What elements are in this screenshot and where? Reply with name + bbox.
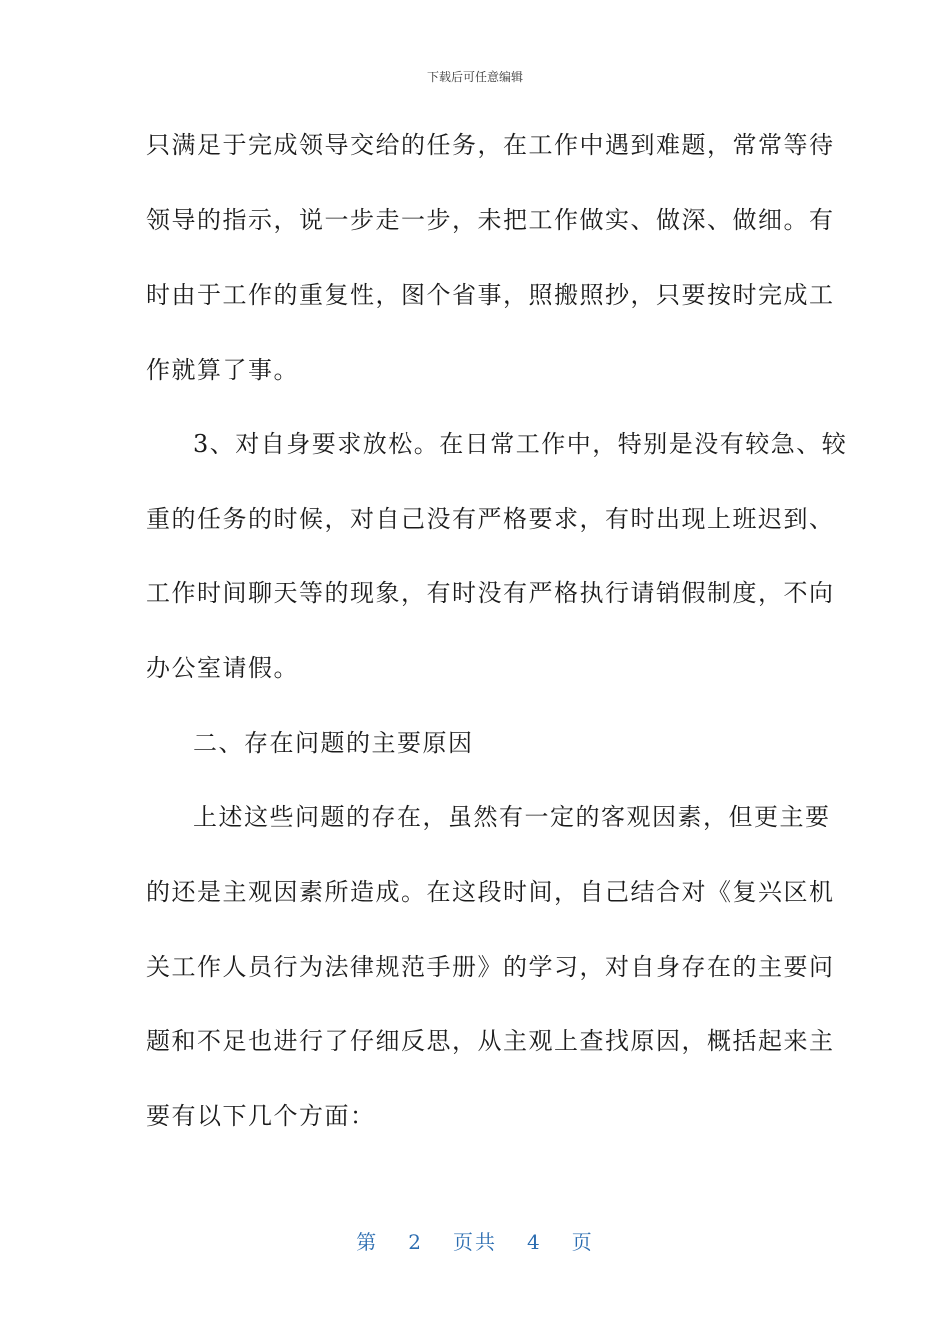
- footer-suffix: 页: [571, 1230, 594, 1254]
- body-line-13: 题和不足也进行了仔细反思，从主观上查找原因，概括起来主: [146, 1027, 835, 1055]
- body-line-11: 的还是主观因素所造成。在这段时间，自己结合对《复兴区机: [146, 878, 835, 906]
- body-line-6: 重的任务的时候，对自己没有严格要求，有时出现上班迟到、: [146, 505, 835, 533]
- footer-total-pages: 4: [527, 1230, 542, 1254]
- body-line-1: 只满足于完成领导交给的任务，在工作中遇到难题，常常等待: [146, 131, 835, 159]
- body-line-14: 要有以下几个方面：: [146, 1102, 376, 1130]
- page-number-footer: [0, 1226, 950, 1255]
- body-line-10: 上述这些问题的存在，虽然有一定的客观因素，但更主要: [193, 803, 831, 831]
- footer-middle: 页共: [453, 1230, 497, 1254]
- body-line-12: 关工作人员行为法律规范手册》的学习，对自身存在的主要问: [146, 953, 835, 981]
- section-heading: 二、存在问题的主要原因: [193, 729, 474, 757]
- body-line-5: 3、对自身要求放松。在日常工作中，特别是没有较急、较: [193, 430, 848, 458]
- body-line-3: 时由于工作的重复性，图个省事，照搬照抄，只要按时完成工: [146, 281, 835, 309]
- page-header-note: 下载后可任意编辑: [426, 70, 523, 84]
- footer-prefix: 第: [356, 1230, 379, 1254]
- body-line-7: 工作时间聊天等的现象，有时没有严格执行请销假制度，不向: [146, 579, 835, 607]
- body-line-8: 办公室请假。: [146, 654, 299, 682]
- body-line-2: 领导的指示，说一步走一步，未把工作做实、做深、做细。有: [146, 206, 835, 234]
- footer-current-page: 2: [408, 1230, 423, 1254]
- body-line-4: 作就算了事。: [146, 356, 299, 384]
